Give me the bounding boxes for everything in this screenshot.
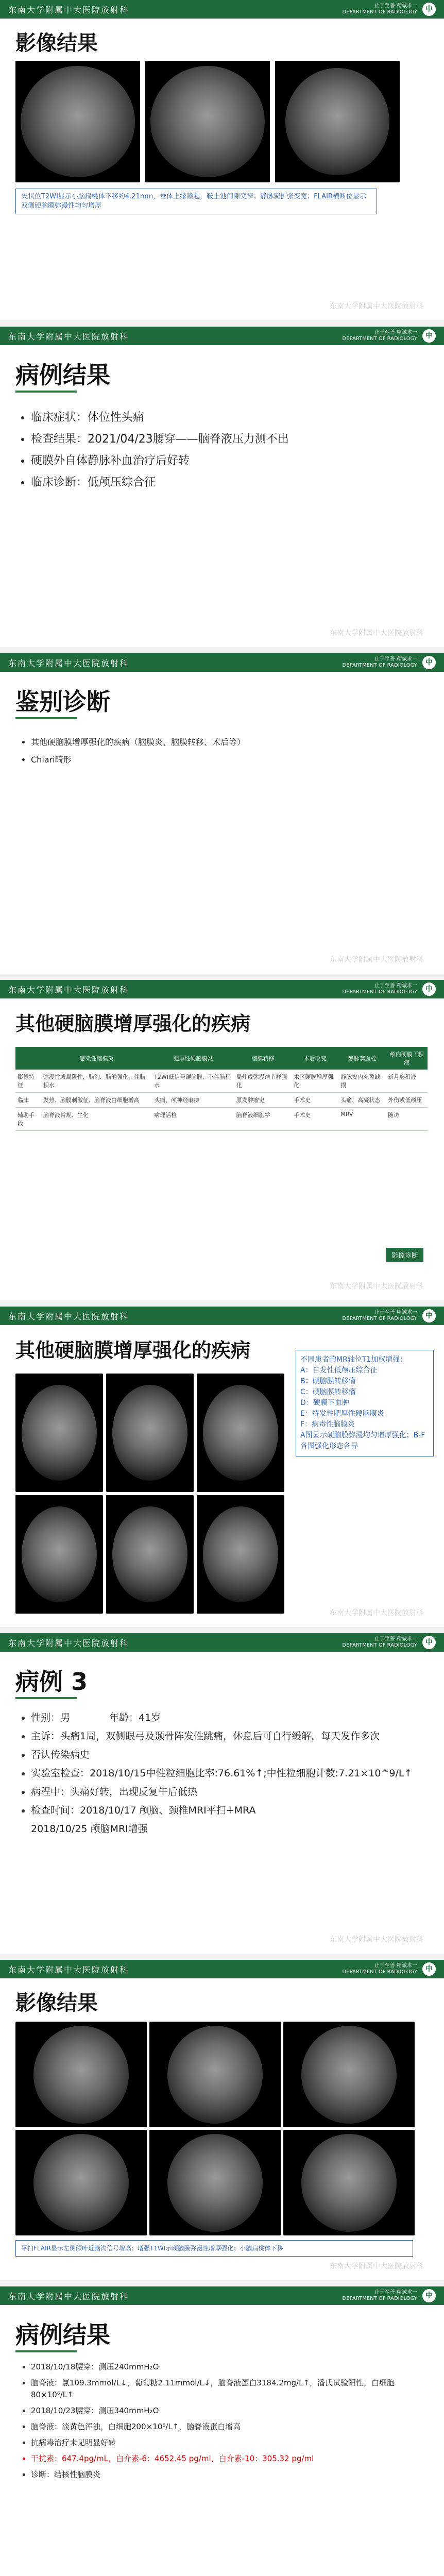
header-dept: DEPARTMENT OF RADIOLOGY [342, 1316, 417, 1321]
mri-image-3 [283, 2022, 415, 2127]
header-dept: DEPARTMENT OF RADIOLOGY [342, 989, 417, 995]
table-cell: MRV [338, 1108, 386, 1131]
slide-case-result-3 [0, 2286, 444, 2576]
header-motto: 止于至善 精诚求一 [374, 1310, 417, 1315]
page-title: 病例结果 [15, 2321, 110, 2349]
hospital-logo-icon: 中 [422, 329, 436, 343]
header-institution: 东南大学附属中大医院放射科 [8, 5, 129, 15]
watermark: 东南大学附属中大医院放射科 [330, 956, 423, 964]
page-title: 病例 3 [15, 1668, 88, 1696]
table-header: 颅内硬膜下积液 [386, 1047, 428, 1070]
image-caption: 平扫FLAIR显示左侧额叶近脑沟信号增高；增强T1WI示硬脑膜弥漫性增厚强化；小脑扁桃体下移 [15, 2240, 413, 2257]
list-item: 2018/10/25 颅脑MRI增强 [31, 1823, 148, 1835]
table-cell: T2WI低信号硬脑膜、不伴脑积水 [152, 1070, 234, 1093]
table-cell: 发热、脑膜刺激征、脑脊液白细胞增高 [41, 1093, 152, 1108]
image-caption: 矢状位T2WI显示小脑扁桃体下移约4.21mm，垂体上缘隆起，鞍上池间隙变窄；静脉窦扩张变宽；FLAIR横断位显示双侧硬脑膜弥漫性均匀增厚 [15, 189, 377, 214]
page-title: 病例结果 [15, 361, 110, 389]
header-institution: 东南大学附属中大医院放射科 [8, 2291, 129, 2301]
list-item: • 否认传染病史 [31, 1748, 433, 1762]
table-cell: 外伤或低颅压 [386, 1093, 428, 1108]
mri-image-a [15, 1374, 103, 1492]
list-item: • 脑脊液：淡黄色浑浊，白细胞200×10⁶/L↑，脑脊液蛋白增高 [31, 2421, 433, 2433]
watermark: 东南大学附属中大医院放射科 [330, 1282, 423, 1291]
list-item: • 抗病毒治疗未见明显好转 [31, 2437, 433, 2449]
table-cell: 术区硬膜增厚强化 [292, 1070, 338, 1093]
header-right [343, 656, 436, 669]
image-notes [296, 1350, 434, 1456]
list-item: • 其他硬脑膜增厚强化的疾病（脑膜炎、脑膜转移、术后等） [31, 736, 422, 749]
table-cell: 静脉窦内充盈缺损 [338, 1070, 386, 1093]
list-item: • 硬膜外自体静脉补血治疗后好转 [31, 452, 422, 470]
title-underline [15, 2350, 77, 2352]
title-underline [15, 717, 77, 719]
header-dept: DEPARTMENT OF RADIOLOGY [342, 663, 417, 668]
slide-dural-enhancement-table [0, 980, 444, 1307]
hospital-logo-icon: 中 [422, 1636, 436, 1649]
header-institution: 东南大学附属中大医院放射科 [8, 985, 129, 995]
bullet-list [22, 409, 422, 496]
table-cell: 头痛、高凝状态 [338, 1093, 386, 1108]
mri-image-1 [15, 2022, 147, 2127]
note-item: E：特发性肥厚性硬脑膜炎 [300, 1410, 384, 1418]
list-item: • 检查结果：2021/04/23腰穿——脑脊液压力测不出 [31, 431, 422, 448]
list-item: • 脑脊液：氯109.3mmol/L↓，葡萄糖2.11mmol/L↓，脑脊液蛋白3184.2mg/L↑，潘氏试验阳性，白细胞80×10⁶/L↑ [31, 2377, 433, 2401]
header-right [343, 1309, 436, 1323]
slide-header [0, 327, 444, 345]
slide-header [0, 653, 444, 672]
bullet-list [22, 2361, 433, 2485]
list-item: • 临床症状：体位性头痛 [31, 409, 422, 427]
table-header: 肥厚性硬脑膜炎 [152, 1047, 234, 1070]
table-cell: 手术史 [292, 1108, 338, 1131]
header-institution: 东南大学附属中大医院放射科 [8, 658, 129, 668]
list-item: • 临床诊断：低颅压综合征 [31, 474, 422, 492]
table-row [15, 1093, 428, 1108]
header-institution: 东南大学附属中大医院放射科 [8, 1311, 129, 1321]
table-header: 静脉窦血栓 [338, 1047, 386, 1070]
slide-header [0, 1307, 444, 1325]
note-item: D：硬膜下血肿 [300, 1399, 349, 1407]
header-motto: 止于至善 精诚求一 [374, 1636, 417, 1642]
note-item: A：自发性低颅压综合征 [300, 1366, 378, 1375]
list-item: • 主诉：头痛1周，双侧眼弓及颞骨阵发性跳痛，休息后可自行缓解，每天发作多次 [31, 1729, 433, 1743]
mri-image-axial-flair [275, 61, 400, 182]
header-right [343, 329, 436, 343]
mri-image-sagittal [15, 61, 140, 182]
slide-header [0, 980, 444, 998]
header-institution: 东南大学附属中大医院放射科 [8, 331, 129, 342]
table-cell: 脑脊液细胞学 [234, 1108, 292, 1131]
mri-image-b [106, 1374, 194, 1492]
header-institution: 东南大学附属中大医院放射科 [8, 1964, 129, 1975]
slide-dural-enhancement-images [0, 1307, 444, 1633]
header-right [343, 1636, 436, 1649]
page-title: 其他硬脑膜增厚强化的疾病 [15, 1012, 251, 1035]
hospital-logo-icon: 中 [422, 3, 436, 16]
table-cell: 头痛、颅神经麻痹 [152, 1093, 234, 1108]
list-item: • 检查时间：2018/10/17 颅脑、颈椎MRI平扫+MRA [31, 1803, 433, 1818]
list-item: • 2018/10/18腰穿：测压240mmH₂O [31, 2361, 433, 2373]
note-tail: A图显示硬脑膜弥漫均匀增厚强化；B-F各图强化形态各异 [300, 1431, 425, 1450]
table-cell: 病理活检 [152, 1108, 234, 1131]
badge [386, 1248, 423, 1262]
table-header-row [15, 1047, 428, 1070]
table-cell: 临床 [15, 1093, 41, 1108]
mri-image-5 [149, 2130, 281, 2235]
header-motto: 止于至善 精诚求一 [374, 1963, 417, 1969]
note-item: B：硬脑膜转移瘤 [300, 1377, 356, 1385]
page-title: 影像结果 [15, 1991, 98, 2015]
slide-differential-diagnosis [0, 653, 444, 980]
slide-case-3 [0, 1633, 444, 1960]
list-item: • 性别：男 年龄：41岁 [31, 1710, 433, 1725]
table-header: 感染性脑膜炎 [41, 1047, 152, 1070]
table-header [15, 1047, 41, 1070]
hospital-logo-icon: 中 [422, 656, 436, 669]
table-cell: 新月形积液 [386, 1070, 428, 1093]
slide-header [0, 0, 444, 19]
header-dept: DEPARTMENT OF RADIOLOGY [342, 1969, 417, 1975]
hospital-logo-icon: 中 [422, 982, 436, 996]
header-motto: 止于至善 精诚求一 [374, 2290, 417, 2295]
slide-header [0, 1960, 444, 1978]
watermark: 东南大学附属中大医院放射科 [330, 629, 423, 637]
page-title: 影像结果 [15, 31, 98, 55]
mri-image-sagittal-2 [145, 61, 270, 182]
header-dept: DEPARTMENT OF RADIOLOGY [342, 2296, 417, 2301]
mri-image-4 [15, 2130, 147, 2235]
page-title: 其他硬脑膜增厚强化的疾病 [15, 1339, 251, 1362]
header-right [343, 2289, 436, 2302]
table-row [15, 1070, 428, 1093]
list-item: • Chiari畸形 [31, 753, 422, 767]
header-dept: DEPARTMENT OF RADIOLOGY [342, 1642, 417, 1648]
table-cell: 脑脊液常规、生化 [41, 1108, 152, 1131]
header-dept: DEPARTMENT OF RADIOLOGY [342, 9, 417, 15]
title-underline [15, 391, 77, 393]
table-cell: 局灶或弥漫结节样强化 [234, 1070, 292, 1093]
table-header: 脑膜转移 [234, 1047, 292, 1070]
header-motto: 止于至善 精诚求一 [374, 3, 417, 9]
header-institution: 东南大学附属中大医院放射科 [8, 1638, 129, 1648]
watermark: 东南大学附属中大医院放射科 [330, 1936, 423, 1944]
notes-title: 不同患者的MR轴位T1加权增强： [300, 1355, 407, 1364]
header-right [343, 1962, 436, 1976]
hospital-logo-icon: 中 [422, 1962, 436, 1976]
list-item: • 干扰素：647.4pg/mL，白介素-6：4652.45 pg/ml，白介素-10：305.32 pg/ml [31, 2453, 433, 2465]
header-motto: 止于至善 精诚求一 [374, 330, 417, 335]
list-item: • 病程中：头痛好转，出现反复午后低热 [31, 1785, 433, 1799]
table-row [15, 1108, 428, 1131]
watermark: 东南大学附属中大医院放射科 [330, 302, 423, 311]
list-item: • 诊断：结核性脑膜炎 [31, 2469, 433, 2481]
list-item: • 2018/10/23腰穿：测压340mmH₂O [31, 2405, 433, 2417]
slide-case-result-1 [0, 327, 444, 653]
table-cell: 影像特征 [15, 1070, 41, 1093]
hospital-logo-icon: 中 [422, 1309, 436, 1323]
badge-label: 影像诊断 [386, 1248, 423, 1262]
header-dept: DEPARTMENT OF RADIOLOGY [342, 336, 417, 342]
header-motto: 止于至善 精诚求一 [374, 656, 417, 662]
table-header: 术后改变 [292, 1047, 338, 1070]
table-cell: 弥漫性或局限性，脑沟、脑池强化，伴脑积水 [41, 1070, 152, 1093]
page-title: 鉴别诊断 [15, 688, 110, 716]
note-item: F：病毒性脑膜炎 [300, 1420, 355, 1429]
title-underline [15, 1697, 77, 1699]
table-cell: 随访 [386, 1108, 428, 1131]
bullet-list [22, 1710, 433, 1840]
comparison-table [15, 1047, 428, 1131]
bullet-list [22, 736, 422, 771]
slide-imaging-results-2 [0, 1960, 444, 2286]
header-right [343, 3, 436, 16]
mri-image-c [197, 1374, 284, 1492]
mri-image-e [106, 1495, 194, 1614]
table-cell: 辅助手段 [15, 1108, 41, 1131]
header-right [343, 982, 436, 996]
watermark: 东南大学附属中大医院放射科 [330, 2262, 423, 2270]
mri-image-d [15, 1495, 103, 1614]
header-motto: 止于至善 精诚求一 [374, 983, 417, 989]
hospital-logo-icon: 中 [422, 2289, 436, 2302]
slide-header [0, 2286, 444, 2305]
mri-image-f [197, 1495, 284, 1614]
list-item: • 实验室检查：2018/10/15中性粒细胞比率:76.61%↑;中性粒细胞计数:7.21×10^9/L↑ [31, 1766, 433, 1781]
slide-imaging-results-1 [0, 0, 444, 327]
slide-header [0, 1633, 444, 1652]
table-cell: 原发肿瘤史 [234, 1093, 292, 1108]
mri-image-2 [149, 2022, 281, 2127]
watermark: 东南大学附属中大医院放射科 [330, 1609, 423, 1617]
note-item: C：硬脑膜转移瘤 [300, 1388, 356, 1396]
table-cell: 手术史 [292, 1093, 338, 1108]
mri-image-6 [283, 2130, 415, 2235]
